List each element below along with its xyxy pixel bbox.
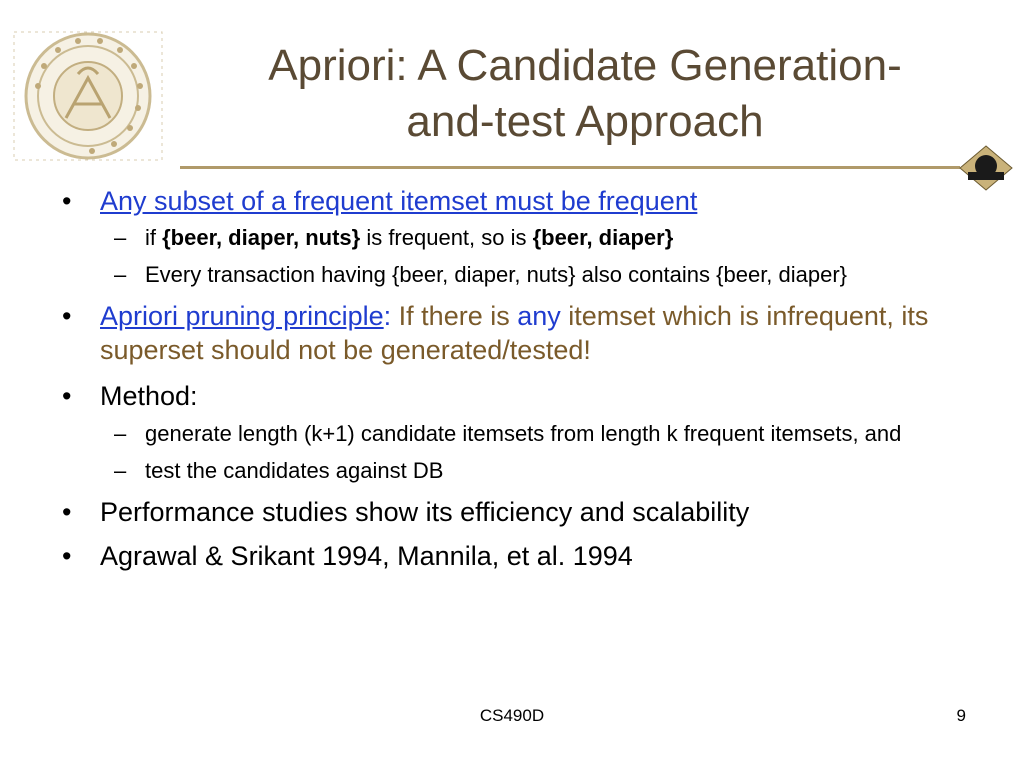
pruning-principle-link[interactable]: Apriori pruning principle bbox=[100, 301, 384, 331]
sub-bullet-text: Every transaction having {beer, diaper, nuts} also contains {beer, diaper} bbox=[145, 262, 848, 287]
sub-bullet-text: test the candidates against DB bbox=[145, 458, 444, 483]
pruning-text: If there is bbox=[391, 301, 518, 331]
sub-bullet-beer-example bbox=[62, 223, 982, 252]
slide-title-line-1: Apriori: A Candidate Generation- bbox=[268, 41, 902, 90]
bullet-marker: • bbox=[62, 381, 72, 411]
sub-bullet-transaction bbox=[62, 260, 982, 289]
pruning-colon: : bbox=[383, 301, 392, 331]
itemset-bold: {beer, diaper} bbox=[532, 225, 674, 250]
bullet-marker: • bbox=[62, 541, 72, 571]
sub-bullet-text: is frequent, so is bbox=[360, 225, 533, 250]
pruning-any: any bbox=[517, 301, 561, 331]
bullet-pruning-principle bbox=[62, 299, 982, 367]
bullet-text: Performance studies show its efficiency and scalability bbox=[100, 497, 750, 527]
bullet-performance bbox=[62, 495, 982, 529]
bullet-marker: • bbox=[62, 186, 72, 216]
title-divider bbox=[180, 166, 960, 169]
slide-title-line-2: and-test Approach bbox=[406, 97, 764, 146]
sub-bullet-marker: – bbox=[114, 262, 127, 287]
purdue-seal-logo bbox=[8, 26, 168, 166]
sub-bullet-marker: – bbox=[114, 225, 127, 250]
sub-bullet-text: if bbox=[145, 225, 163, 250]
bullet-method bbox=[62, 379, 982, 413]
sub-bullet-marker: – bbox=[114, 458, 127, 483]
slide-body bbox=[62, 180, 982, 573]
bullet-references bbox=[62, 539, 982, 573]
sub-bullet-marker: – bbox=[114, 421, 127, 446]
bullet-marker: • bbox=[62, 301, 72, 331]
bullet-subset-property bbox=[62, 184, 982, 218]
bullet-text: Agrawal & Srikant 1994, Mannila, et al. 1994 bbox=[100, 541, 633, 571]
pruning-text: itemset which is infrequent, its superset should not be generated/tested! bbox=[100, 301, 929, 365]
subset-property-link[interactable]: Any subset of a frequent itemset must be frequent bbox=[100, 186, 698, 216]
sub-bullet-text: generate length (k+1) candidate itemsets from length k frequent itemsets, and bbox=[145, 421, 902, 446]
sub-bullet-generate bbox=[62, 419, 982, 448]
bullet-marker: • bbox=[62, 497, 72, 527]
slide-number: 9 bbox=[956, 706, 966, 725]
itemset-bold: {beer, diaper, nuts} bbox=[162, 225, 361, 250]
footer-course: CS490D bbox=[479, 706, 545, 725]
slide-title bbox=[190, 38, 980, 150]
bullet-text: Method: bbox=[100, 381, 198, 411]
sub-bullet-test bbox=[62, 456, 982, 485]
